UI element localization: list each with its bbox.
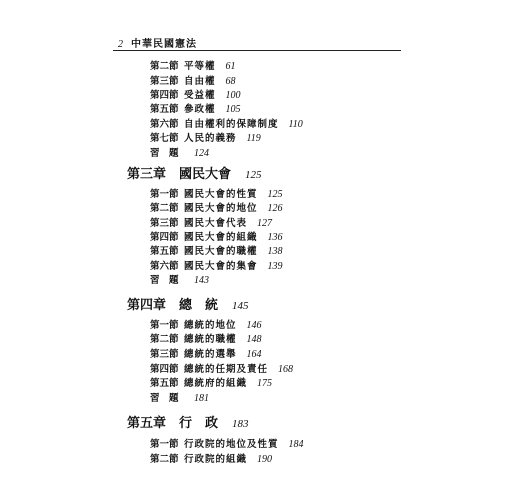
- page-number: 2: [118, 39, 123, 50]
- section-page-number: 110: [288, 119, 303, 130]
- section-number: 第二節: [150, 334, 179, 345]
- section-number: 習 題: [150, 148, 179, 159]
- section-title: 受益權: [184, 90, 216, 101]
- section-number: 第一節: [150, 189, 179, 200]
- section-page-number: 139: [267, 261, 283, 272]
- section-page-number: 125: [267, 189, 283, 200]
- toc-entry: [150, 375, 272, 389]
- section-page-number: 143: [194, 275, 209, 286]
- toc-entry: [150, 200, 283, 214]
- section-page-number: 136: [267, 232, 283, 243]
- chapter-heading: [127, 412, 249, 431]
- section-page-number: 100: [225, 90, 241, 101]
- section-page-number: 175: [257, 378, 273, 389]
- section-page-number: 146: [246, 320, 262, 331]
- toc-entry: [150, 116, 303, 130]
- chapter-page-number: 183: [232, 418, 249, 430]
- chapter-title: 第三章 國民大會: [127, 167, 232, 182]
- section-page-number: 68: [225, 76, 236, 87]
- toc-entry: [150, 390, 209, 404]
- section-title: 總統府的組織: [184, 378, 248, 389]
- toc-entry: [150, 258, 283, 272]
- section-title: 總統的任期及責任: [184, 364, 269, 375]
- section-page-number: 148: [246, 334, 262, 345]
- section-number: 第四節: [150, 232, 179, 243]
- section-title: 自由權利的保障制度: [184, 119, 279, 130]
- section-title: 總統的地位: [184, 320, 237, 331]
- section-title: 行政院的組織: [184, 454, 248, 465]
- section-page-number: 184: [288, 439, 304, 450]
- chapter-title: 第五章 行 政: [127, 416, 219, 431]
- section-number: 第五節: [150, 246, 179, 257]
- toc-entry: [150, 436, 304, 450]
- running-header: [118, 35, 197, 50]
- section-page-number: 105: [225, 104, 241, 115]
- toc-entry: [150, 130, 261, 144]
- section-title: 國民大會的集會: [184, 261, 258, 272]
- section-number: 第七節: [150, 133, 179, 144]
- header-rule: [113, 50, 401, 51]
- section-number: 習 題: [150, 275, 179, 286]
- chapter-page-number: 125: [245, 169, 262, 181]
- toc-entry: [150, 215, 272, 229]
- section-number: 第五節: [150, 104, 179, 115]
- chapter-heading: [127, 294, 249, 313]
- section-number: 第二節: [150, 203, 179, 214]
- section-title: 國民大會的地位: [184, 203, 258, 214]
- section-page-number: 124: [194, 148, 209, 159]
- section-page-number: 181: [194, 393, 209, 404]
- section-number: 第三節: [150, 76, 179, 87]
- toc-entry: [150, 331, 262, 345]
- toc-entry: [150, 317, 262, 331]
- toc-entry: [150, 145, 209, 159]
- section-number: 第四節: [150, 364, 179, 375]
- toc-entry: [150, 272, 209, 286]
- section-title: 行政院的地位及性質: [184, 439, 279, 450]
- toc-entry: [150, 346, 262, 360]
- section-number: 第四節: [150, 90, 179, 101]
- section-title: 國民大會的職權: [184, 246, 258, 257]
- section-title: 國民大會的組織: [184, 232, 258, 243]
- section-page-number: 168: [278, 364, 294, 375]
- section-title: 平等權: [184, 61, 216, 72]
- section-title: 國民大會代表: [184, 218, 248, 229]
- section-number: 第二節: [150, 61, 179, 72]
- section-number: 第六節: [150, 119, 179, 130]
- section-page-number: 138: [267, 246, 283, 257]
- toc-entry: [150, 243, 283, 257]
- section-number: 第二節: [150, 454, 179, 465]
- section-title: 國民大會的性質: [184, 189, 258, 200]
- section-number: 第五節: [150, 378, 179, 389]
- toc-entry: [150, 87, 241, 101]
- toc-entry: [150, 451, 272, 465]
- section-title: 參政權: [184, 104, 216, 115]
- chapter-page-number: 145: [232, 300, 249, 312]
- toc-entry: [150, 186, 283, 200]
- section-number: 第一節: [150, 320, 179, 331]
- toc-entry: [150, 101, 241, 115]
- section-page-number: 164: [246, 349, 262, 360]
- section-number: 習 題: [150, 393, 179, 404]
- section-number: 第三節: [150, 218, 179, 229]
- chapter-heading: [127, 163, 262, 182]
- section-page-number: 119: [246, 133, 261, 144]
- toc-entry: [150, 229, 283, 243]
- section-page-number: 61: [225, 61, 236, 72]
- section-title: 總統的職權: [184, 334, 237, 345]
- section-page-number: 190: [257, 454, 273, 465]
- section-title: 人民的義務: [184, 133, 237, 144]
- section-number: 第六節: [150, 261, 179, 272]
- section-page-number: 126: [267, 203, 283, 214]
- toc-entry: [150, 361, 293, 375]
- section-number: 第一節: [150, 439, 179, 450]
- section-title: 自由權: [184, 76, 216, 87]
- toc-entry: [150, 58, 236, 72]
- section-title: 總統的選舉: [184, 349, 237, 360]
- section-page-number: 127: [257, 218, 273, 229]
- section-number: 第三節: [150, 349, 179, 360]
- toc-entry: [150, 73, 236, 87]
- book-title: 中華民國憲法: [131, 39, 197, 50]
- chapter-title: 第四章 總 統: [127, 298, 219, 313]
